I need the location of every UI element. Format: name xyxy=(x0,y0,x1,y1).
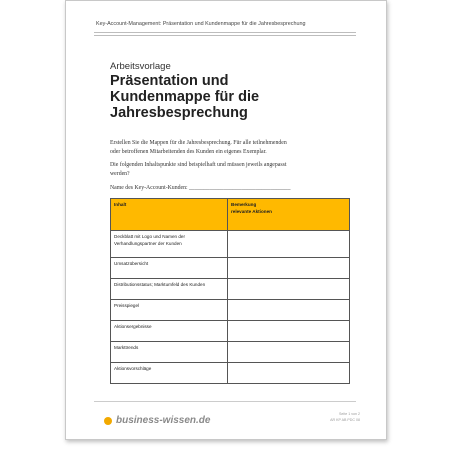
document-title-line: Kundenmappe für die xyxy=(110,89,260,105)
table-row xyxy=(111,279,350,300)
note-line: werden? xyxy=(110,171,130,177)
table-cell-remarks[interactable] xyxy=(228,363,350,384)
table-cell-remarks[interactable] xyxy=(228,300,350,321)
document-title-line: Präsentation und xyxy=(110,73,229,89)
note-line: Die folgenden Inhaltspunkte sind beispielhaft und müssen jeweils angepasst xyxy=(110,162,287,168)
table-cell-content: Deckblatt mit Logo und Namen der Verhandlungspartner der Kunden xyxy=(111,231,228,258)
table-cell-remarks[interactable] xyxy=(228,258,350,279)
brand-dot-icon xyxy=(104,417,112,425)
document-page xyxy=(65,0,387,440)
table-row xyxy=(111,363,350,384)
header-title: Key-Account-Management: Präsentation und Kundenmappe für die Jahresbesprechung xyxy=(96,21,306,27)
table-header-remarks-line: relevante Aktionen xyxy=(231,209,272,214)
table-cell-remarks[interactable] xyxy=(228,231,350,258)
table-row xyxy=(111,231,350,258)
table-cell-remarks[interactable] xyxy=(228,279,350,300)
intro-line: oder betroffenen Mitarbeitenden des Kunden ein eigenes Exemplar. xyxy=(110,149,267,155)
note-paragraph xyxy=(110,161,350,179)
table-row xyxy=(111,300,350,321)
document-title-line: Jahresbesprechung xyxy=(110,105,248,121)
table-row xyxy=(111,342,350,363)
table-cell-remarks[interactable] xyxy=(228,321,350,342)
table-cell-content: Aktionsvorschläge xyxy=(111,363,228,384)
table-header-remarks-line: Bemerkung xyxy=(231,202,257,207)
customer-name-field xyxy=(110,184,350,193)
table-row xyxy=(111,321,350,342)
table-cell-content: Markttrends xyxy=(111,342,228,363)
table-header-remarks xyxy=(228,199,350,231)
brand-name: business-wissen.de xyxy=(116,415,211,426)
footer-divider xyxy=(94,401,356,402)
table-row xyxy=(111,258,350,279)
table-cell-content: Umsatzübersicht xyxy=(111,258,228,279)
table-cell-content: Distributionsstatus; Marktumfeld des Kunden xyxy=(111,279,228,300)
intro-line: Erstellen Sie die Mappen für die Jahresbesprechung. Für alle teilnehmenden xyxy=(110,140,287,146)
document-title xyxy=(110,73,350,121)
document-code: AR KP AB PDC 08 xyxy=(330,418,360,422)
customer-name-label: Name des Key-Account-Kunden: ___________________________________ xyxy=(110,185,291,191)
content-table xyxy=(110,198,350,384)
brand-logo xyxy=(104,415,210,426)
table-cell-content: Preisspiegel xyxy=(111,300,228,321)
table-header-content: Inhalt xyxy=(111,199,228,231)
intro-paragraph xyxy=(110,139,350,157)
header-divider-secondary xyxy=(94,35,356,36)
document-kicker: Arbeitsvorlage xyxy=(110,61,171,72)
footer-meta xyxy=(330,411,360,423)
page-number: Seite 1 von 2 xyxy=(339,412,360,416)
table-cell-content: Aktionsergebnisse xyxy=(111,321,228,342)
table-header-row xyxy=(111,199,350,231)
table-cell-remarks[interactable] xyxy=(228,342,350,363)
header-divider xyxy=(94,32,356,33)
